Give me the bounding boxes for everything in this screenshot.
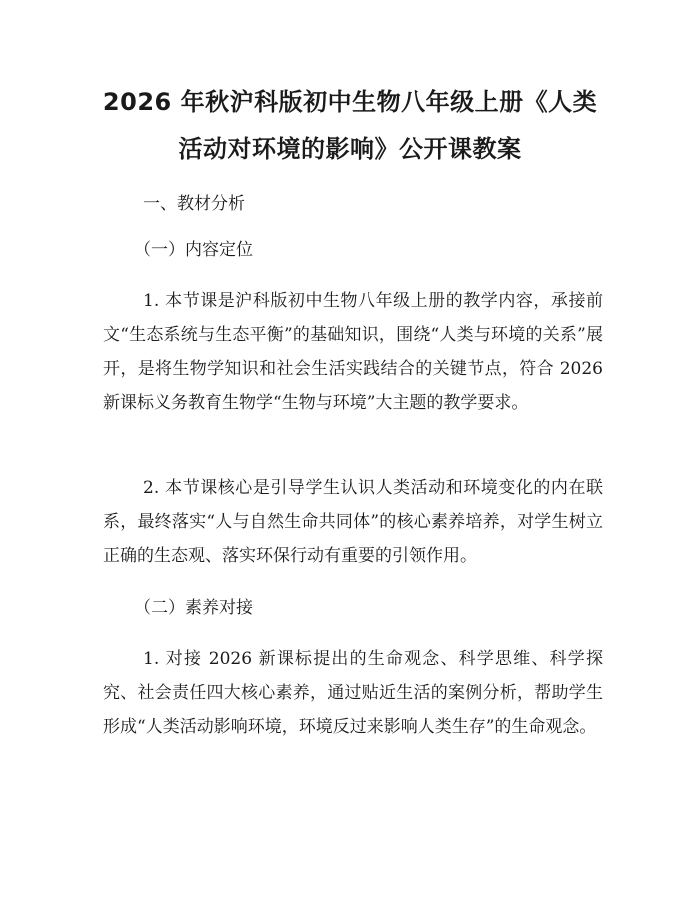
paragraph-content-positioning-1: 1. 本节课是沪科版初中生物八年级上册的教学内容，承接前文“生态系统与生态平衡”的基础知识，围绕“人类与环境的关系”展开，是将生物学知识和社会生活实践结合的关键节点，符合 2026 新课标义务教育生物学“生物与环境”大主题的教学要求。: [103, 291, 603, 413]
paragraph-literacy-connection-1: 1. 对接 2026 新课标提出的生命观念、科学思维、科学探究、社会责任四大核心素养，通过贴近生活的案例分析，帮助学生形成“人类活动影响环境，环境反过来影响人类生存”的生命观念。: [103, 649, 603, 737]
subsection-heading-content-positioning: （一）内容定位: [134, 240, 253, 260]
subsection-heading-literacy-connection: （二）素养对接: [134, 598, 253, 618]
document-title-line-2: 活动对环境的影响》公开课教案: [178, 135, 522, 163]
section-heading-teaching-material-analysis: 一、教材分析: [143, 194, 245, 214]
paragraph-content-positioning-2: 2. 本节课核心是引导学生认识人类活动和环境变化的内在联系，最终落实“人与自然生命共同体”的核心素养培养，对学生树立正确的生态观、落实环保行动有重要的引领作用。: [103, 478, 603, 566]
document-title-line-1: 2026 年秋沪科版初中生物八年级上册《人类: [102, 88, 598, 116]
